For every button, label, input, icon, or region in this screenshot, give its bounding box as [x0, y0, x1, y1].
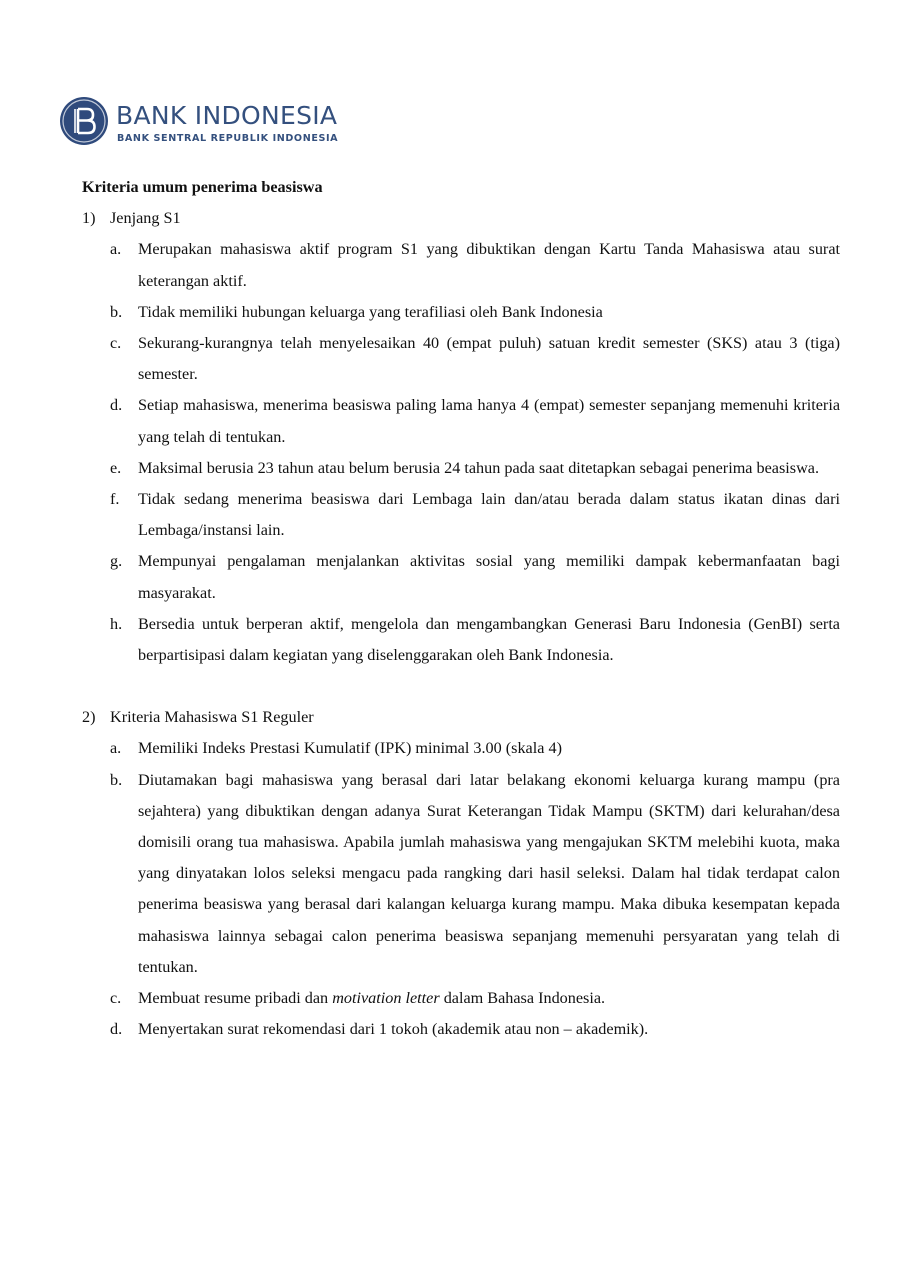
item-text: Tidak sedang menerima beasiswa dari Lembaga lain dan/atau berada dalam status ikatan dinas dari Lembaga/instansi lain.: [138, 490, 840, 540]
list-item: [82, 328, 840, 390]
item-marker: e.: [110, 458, 122, 477]
item-text: Menyertakan surat rekomendasi dari 1 tokoh (akademik atau non – akademik).: [138, 1020, 649, 1039]
list-item: [82, 484, 840, 546]
item-text: Tidak memiliki hubungan keluarga yang terafiliasi oleh Bank Indonesia: [138, 302, 603, 321]
item-marker: b.: [110, 770, 123, 789]
section-number: 2): [82, 708, 96, 727]
list-item: [82, 1014, 840, 1045]
list-item: [82, 390, 840, 452]
section-jenjang-s1: [82, 203, 840, 671]
list-item: [82, 297, 840, 328]
item-marker: g.: [110, 552, 123, 571]
item-marker: d.: [110, 1020, 123, 1039]
criteria-list: [82, 733, 840, 1045]
document-body: [82, 172, 840, 1045]
item-text: Maksimal berusia 23 tahun atau belum berusia 24 tahun pada saat ditetapkan sebagai penerima beasiswa.: [138, 458, 819, 477]
item-text: Sekurang-kurangnya telah menyelesaikan 40 (empat puluh) satuan kredit semester (SKS) atau 3 (tiga) semester.: [138, 334, 840, 384]
item-text-before: Membuat resume pribadi dan: [138, 989, 333, 1008]
item-marker: a.: [110, 739, 122, 758]
item-marker: b.: [110, 302, 123, 321]
criteria-list: [82, 234, 840, 671]
list-item: [82, 546, 840, 608]
item-marker: c.: [110, 989, 122, 1008]
page-heading: Kriteria umum penerima beasiswa: [82, 178, 323, 196]
section-title: [82, 702, 840, 733]
list-item: [82, 983, 840, 1014]
list-item: [82, 733, 840, 764]
item-text: Merupakan mahasiswa aktif program S1 yang dibuktikan dengan Kartu Tanda Mahasiswa atau surat keterangan aktif.: [138, 240, 840, 290]
item-marker: a.: [110, 240, 122, 259]
bank-indonesia-emblem-icon: [60, 97, 108, 145]
section-number: 1): [82, 209, 96, 228]
item-text: Bersedia untuk berperan aktif, mengelola dan mengambangkan Generasi Baru Indonesia (GenBI) serta berpartisipasi dalam kegiatan yang diselenggarakan oleh Bank Indonesia.: [138, 614, 840, 665]
item-marker: d.: [110, 396, 123, 415]
section-title-text: Jenjang S1: [110, 209, 181, 228]
logo-subtitle: BANK SENTRAL REPUBLIK INDONESIA: [117, 133, 339, 144]
section-spacer: [82, 671, 840, 702]
list-item: [82, 453, 840, 484]
item-marker: h.: [110, 614, 123, 633]
item-text: Diutamakan bagi mahasiswa yang berasal dari latar belakang ekonomi keluarga kurang mampu (pra sejahtera) yang dibuktikan dengan adanya Surat Keterangan Tidak Mampu (SKTM) dari kelurahan/desa domisili orang tua mahasiswa. Apabila jumlah mahasiswa yang mengajukan SKTM melebihi kuota, maka yang dinyatakan lolos seleksi mengacu pada rangking dari hasil seleksi. Dalam hal tidak terdapat calon penerima beasiswa yang berasal dari kalangan keluarga kurang mampu. Maka dibuka kesempatan kepada mahasiswa lainnya sebagai calon penerima beasiswa sepanjang memenuhi persyaratan yang telah di tentukan.: [138, 770, 840, 976]
item-marker: c.: [110, 334, 122, 353]
item-text: Memiliki Indeks Prestasi Kumulatif (IPK) minimal 3.00 (skala 4): [138, 739, 562, 758]
item-marker: f.: [110, 490, 120, 509]
section-s1-reguler: [82, 702, 840, 1045]
item-text: Mempunyai pengalaman menjalankan aktivitas sosial yang memiliki dampak kebermanfaatan bagi masyarakat.: [138, 552, 840, 602]
list-item: [82, 234, 840, 296]
item-text-after: dalam Bahasa Indonesia.: [439, 989, 606, 1008]
bank-indonesia-logo: [60, 95, 350, 155]
item-text: Setiap mahasiswa, menerima beasiswa paling lama hanya 4 (empat) semester sepanjang memenuhi kriteria yang telah di tentukan.: [138, 396, 840, 446]
logo-name: BANK INDONESIA: [116, 101, 338, 130]
section-title: [82, 203, 840, 234]
section-title-text: Kriteria Mahasiswa S1 Reguler: [110, 708, 314, 727]
list-item: [82, 609, 840, 671]
list-item: [82, 765, 840, 983]
item-text-italic: motivation letter: [332, 989, 440, 1008]
